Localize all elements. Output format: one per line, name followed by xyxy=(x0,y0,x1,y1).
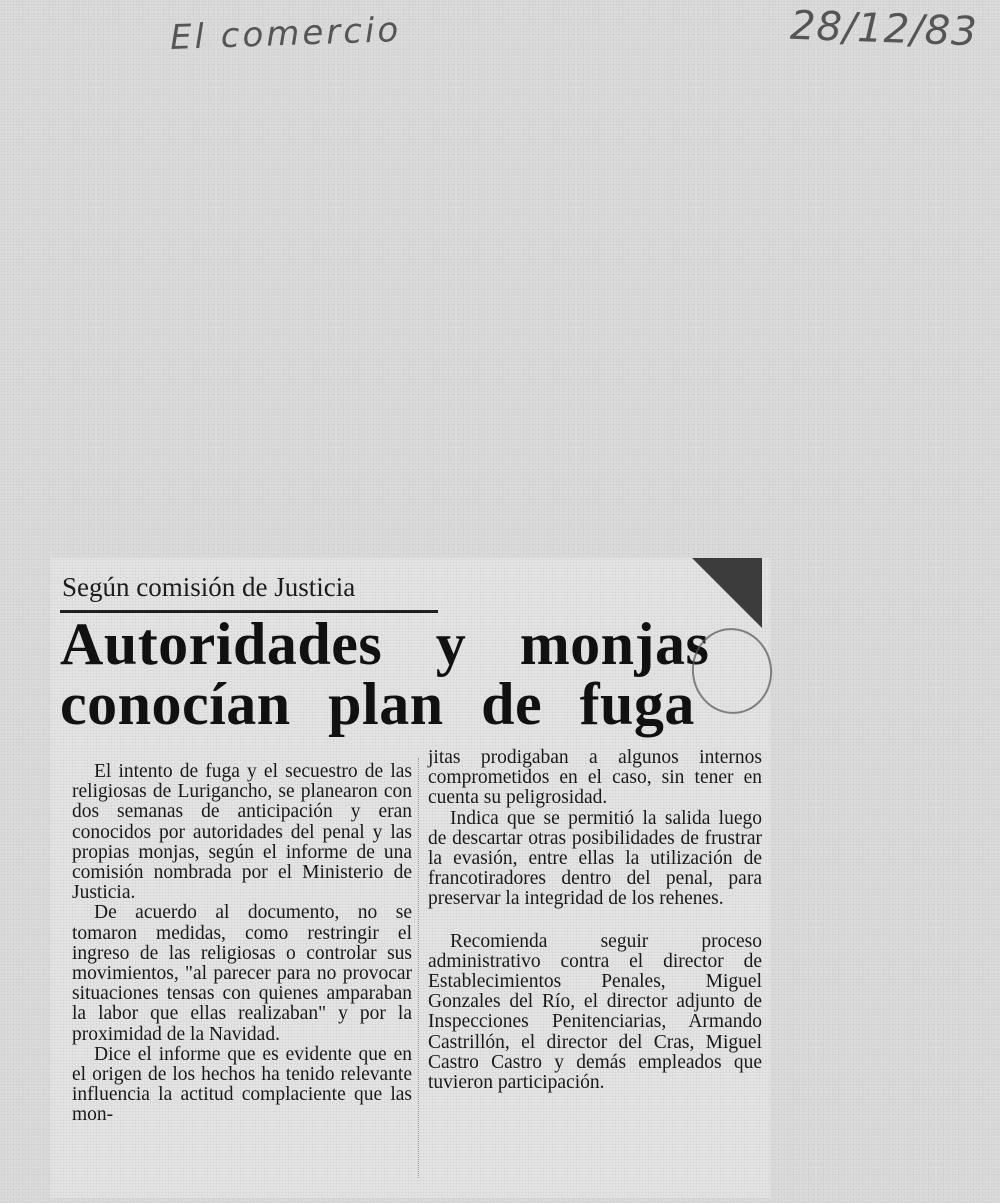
article-kicker: Según comisión de Justicia xyxy=(62,572,356,602)
paragraph: Dice el informe que es evidente que en el origen de los hechos ha tenido relevante influencia la actitud complaciente que las mon- xyxy=(72,1043,412,1126)
paragraph: Recomienda seguir proceso administrativo contra el director de Establecimientos Penales, Miguel Gonzales del Río, el director adjunto de Inspecciones Penitenciarias, Armando Castrillón, el director del Cras, Miguel Castro Castro y demás empleados que tuvieron participación. xyxy=(428,930,762,1094)
handwritten-date-note: 28/12/83 xyxy=(789,2,979,56)
headline-line-2: conocían plan de fuga xyxy=(60,671,695,737)
paragraph: Indica que se permitió la salida luego de descartar otras posibilidades de frustrar la evasión, entre ellas la utilización de francotiradores dentro del penal, para preservar la integridad de los rehenes. xyxy=(428,807,762,910)
paragraph-gap xyxy=(428,910,762,932)
newspaper-clipping xyxy=(50,558,770,1198)
paragraph: jitas prodigaban a algunos internos comprometidos en el caso, sin tener en cuenta su peligrosidad. xyxy=(428,747,762,809)
headline-line-1: Autoridades y monjas xyxy=(60,611,710,677)
article-column-left xyxy=(72,762,412,1126)
column-divider xyxy=(418,758,419,1178)
handwritten-source-note: El comercio xyxy=(169,9,402,59)
paragraph: El intento de fuga y el secuestro de las religiosas de Lurigancho, se planearon con dos semanas de anticipación y eran conocidos por autoridades del penal y las propias monjas, según el informe de una comisión nombrada por el Ministerio de Justicia. xyxy=(72,761,412,904)
article-headline xyxy=(60,611,760,737)
paragraph: De acuerdo al documento, no se tomaron medidas, como restringir el ingreso de las religiosas o controlar sus movimientos, "al parecer para no provocar situaciones tensas con quienes amparaban la labor que ellas realizaban" y por la proximidad de la Navidad. xyxy=(72,902,412,1045)
article-column-right xyxy=(428,748,762,1093)
